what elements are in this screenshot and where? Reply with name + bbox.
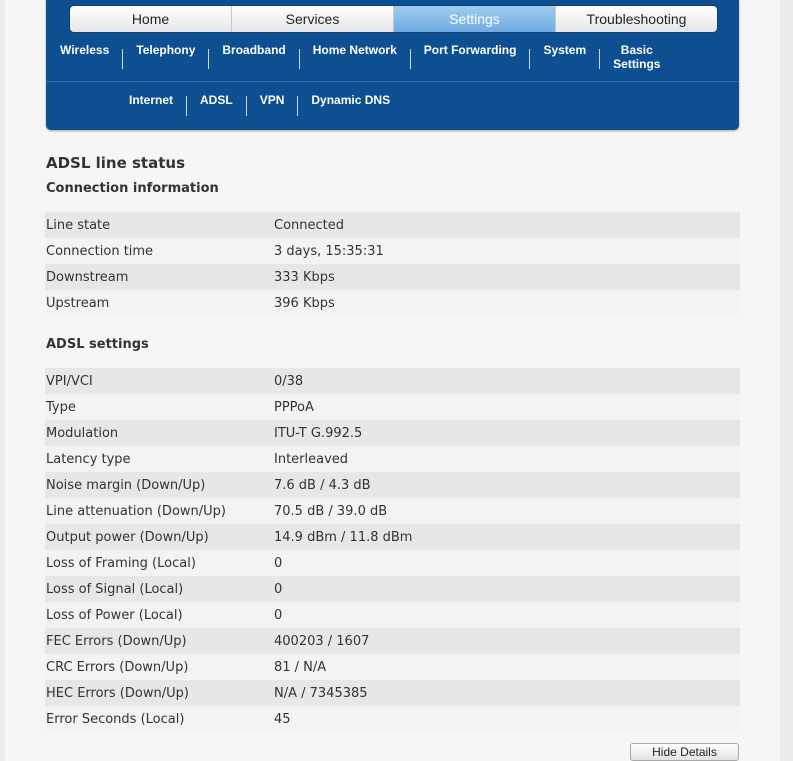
table-row xyxy=(45,394,740,420)
row-label: Noise margin (Down/Up) xyxy=(46,477,206,493)
ter-nav-vpn[interactable]: VPN xyxy=(259,93,285,107)
ter-nav-divider xyxy=(186,96,187,116)
table-row xyxy=(45,576,740,602)
tab-services[interactable]: Services xyxy=(232,6,394,32)
ter-nav-dynamic-dns[interactable]: Dynamic DNS xyxy=(311,93,391,107)
sub-nav-divider xyxy=(599,49,600,69)
row-value: N/A / 7345385 xyxy=(274,685,368,701)
row-value: PPPoA xyxy=(274,399,314,415)
connection-info-table xyxy=(45,212,740,316)
row-value: 0 xyxy=(274,581,283,597)
ter-nav-internet[interactable]: Internet xyxy=(129,93,174,107)
table-row xyxy=(45,602,740,628)
sub-nav-broadband[interactable]: Broadband xyxy=(222,43,286,57)
sub-nav-home-network[interactable]: Home Network xyxy=(312,43,397,57)
table-row xyxy=(45,290,740,316)
table-row xyxy=(45,420,740,446)
ter-nav-adsl[interactable]: ADSL xyxy=(200,93,233,107)
tab-settings[interactable]: Settings xyxy=(394,6,556,32)
sub-nav-divider xyxy=(208,49,209,69)
table-row xyxy=(45,628,740,654)
row-label: Error Seconds (Local) xyxy=(46,711,185,727)
row-value: 70.5 dB / 39.0 dB xyxy=(274,503,388,519)
row-value: 333 Kbps xyxy=(274,269,335,285)
tab-home[interactable]: Home xyxy=(70,6,232,32)
row-label: Type xyxy=(46,399,76,415)
row-value: 0 xyxy=(274,555,283,571)
row-value: 400203 / 1607 xyxy=(274,633,370,649)
top-tabs xyxy=(70,6,717,32)
sub-nav-divider xyxy=(299,49,300,69)
row-label: Loss of Framing (Local) xyxy=(46,555,196,571)
sub-nav-divider xyxy=(122,49,123,69)
navigation-panel xyxy=(46,0,739,130)
sub-nav-telephony[interactable]: Telephony xyxy=(136,43,196,57)
tab-troubleshooting[interactable]: Troubleshooting xyxy=(556,6,717,32)
table-row xyxy=(45,524,740,550)
row-label: VPI/VCI xyxy=(46,373,93,389)
sub-nav-port-forwarding[interactable]: Port Forwarding xyxy=(423,43,517,57)
ter-nav-divider xyxy=(297,96,298,116)
row-label: FEC Errors (Down/Up) xyxy=(46,633,187,649)
table-row xyxy=(45,550,740,576)
table-row xyxy=(45,654,740,680)
table-row xyxy=(45,706,740,732)
row-value: 45 xyxy=(274,711,291,727)
broadband-sub-navigation xyxy=(129,93,390,116)
row-value: 81 / N/A xyxy=(274,659,327,675)
nav-divider-line xyxy=(46,81,739,82)
row-value: 0/38 xyxy=(274,373,304,389)
row-value: 14.9 dBm / 11.8 dBm xyxy=(274,529,413,545)
sub-nav-divider xyxy=(410,49,411,69)
table-row xyxy=(45,368,740,394)
row-label: Loss of Signal (Local) xyxy=(46,581,184,597)
row-value: Interleaved xyxy=(274,451,349,467)
settings-sub-navigation xyxy=(60,43,660,77)
connection-info-heading: Connection information xyxy=(46,181,219,196)
row-label: Line attenuation (Down/Up) xyxy=(46,503,226,519)
adsl-settings-heading: ADSL settings xyxy=(46,337,149,352)
row-label: Modulation xyxy=(46,425,119,441)
row-value: 396 Kbps xyxy=(274,295,335,311)
row-value: ITU-T G.992.5 xyxy=(274,425,363,441)
ter-nav-divider xyxy=(246,96,247,116)
row-value: 3 days, 15:35:31 xyxy=(274,243,384,259)
table-row xyxy=(45,446,740,472)
table-row xyxy=(45,264,740,290)
adsl-settings-table xyxy=(45,368,740,732)
table-row xyxy=(45,472,740,498)
row-label: Connection time xyxy=(46,243,154,259)
row-label: HEC Errors (Down/Up) xyxy=(46,685,189,701)
row-label: Upstream xyxy=(46,295,110,311)
row-value: Connected xyxy=(274,217,345,233)
row-label: Downstream xyxy=(46,269,129,285)
sub-nav-divider xyxy=(529,49,530,69)
table-row xyxy=(45,498,740,524)
sub-nav-wireless[interactable]: Wireless xyxy=(60,43,110,57)
sub-nav-system[interactable]: System xyxy=(543,43,587,57)
row-label: Output power (Down/Up) xyxy=(46,529,209,545)
hide-details-button[interactable]: Hide Details xyxy=(630,743,739,761)
row-value: 0 xyxy=(274,607,283,623)
table-row xyxy=(45,680,740,706)
sub-nav-basic-settings[interactable]: Basic Settings xyxy=(613,43,661,71)
row-label: Loss of Power (Local) xyxy=(46,607,183,623)
page-title: ADSL line status xyxy=(46,154,185,172)
row-label: Line state xyxy=(46,217,111,233)
row-label: CRC Errors (Down/Up) xyxy=(46,659,189,675)
table-row xyxy=(45,238,740,264)
table-row xyxy=(45,212,740,238)
row-label: Latency type xyxy=(46,451,131,467)
row-value: 7.6 dB / 4.3 dB xyxy=(274,477,371,493)
